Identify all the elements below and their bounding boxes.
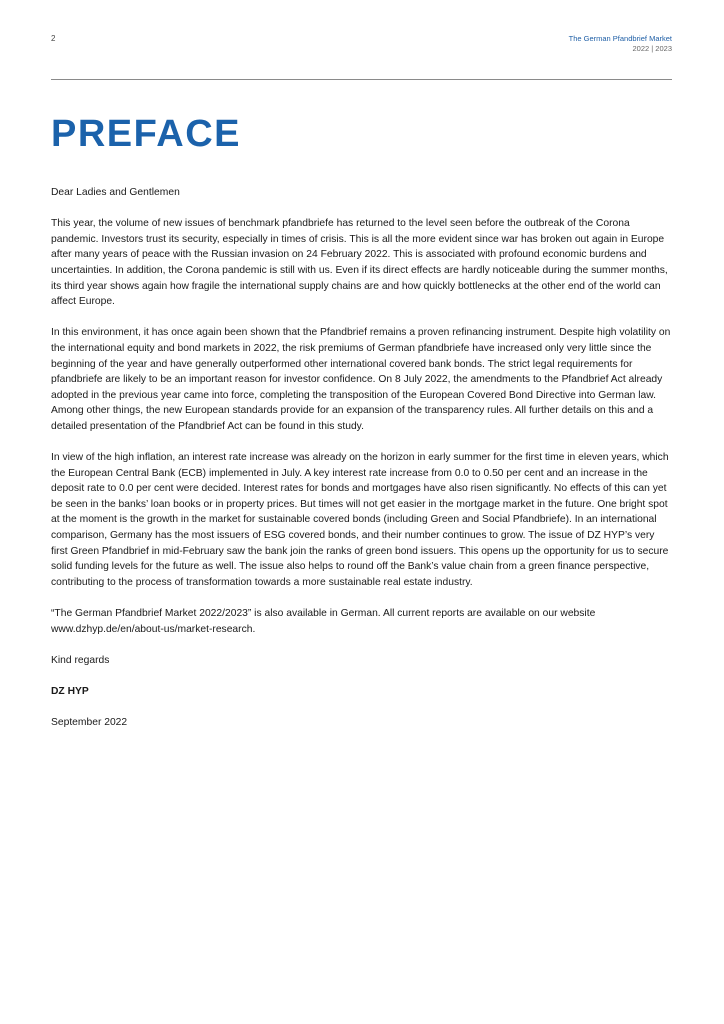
signature-date: September 2022 xyxy=(51,717,128,729)
publication-title: The German Pfandbrief Market xyxy=(568,34,672,43)
paragraph-2: In this environment, it has once again been shown that the Pfandbrief remains a proven refinancing instrument. Despite high volatility on the international equity and bond markets in 2022, the risk premiums of German pfandbriefe have increased only very little since the beginning of the year and have generally outperformed other international covered bank bonds. The strict legal requirements for pfandbriefe are likely to be an important reason for investor confidence. On 8 July 2022, the amendments to the Pfandbrief Act already adopted in the previous year came into force, completing the transposition of the European Covered Bond Directive into German law. Among other things, the new European standards provide for an expansion of the transparency rules. All further details on this and a detailed presentation of the Pfandbrief Act can be found in this study. xyxy=(51,327,671,432)
paragraph-1: This year, the volume of new issues of benchmark pfandbriefe has returned to the level seen before the outbreak of the Corona pandemic. Investors trust its security, especially in times of crisis. This is all the more evident since war has broken out again in Europe after many years of peace with the Russian invasion on 24 February 2022. This is associated with profound economic burdens and uncertainties. In addition, the Corona pandemic is still with us. Even if its direct effects are hardly noticeable during the summer months, its third year shows again how fragile the international supply chains are and how quickly bottlenecks at the other end of the world can affect Europe. xyxy=(51,218,668,308)
closing-regards: Kind regards xyxy=(51,654,110,666)
page-title: PREFACE xyxy=(51,113,241,155)
signatory: DZ HYP xyxy=(51,686,89,697)
running-header xyxy=(569,34,672,54)
publication-years: 2022 | 2023 xyxy=(632,44,672,53)
paragraph-3: In view of the high inflation, an interest rate increase was already on the horizon in early summer for the first time in eleven years, which the European Central Bank (ECB) implemented in July. A key interest rate increase from 0.0 to 0.50 per cent and an increase in the deposit rate to 0.0 per cent were decided. Interest rates for bonds and mortgages have also risen significantly. No effects of this can yet be seen in the banks’ loan books or in property prices. But times will not get easier in the mortgage market in the future. One bright spot at the moment is the growth in the market for sustainable covered bonds (including Green and Social Pfandbriefe). In an international comparison, Germany has the most issuers of ESG covered bonds, and their number continues to grow. The issue of DZ HYP’s very first Green Pfandbrief in mid-February saw the bank join the ranks of green bond issuers. This opens up the opportunity for us to secure solid funding levels for the future as well. The issue also helps to round off the Bank’s value chain from a green finance perspective, contributing to the process of transformation towards a more sustainable real estate industry. xyxy=(51,452,669,588)
paragraph-4: “The German Pfandbrief Market 2022/2023” is also available in German. All current reports are available on our website www.dzhyp.de/en/about-us/market-research. xyxy=(51,608,596,635)
page-number: 2 xyxy=(51,34,56,43)
preface-body xyxy=(51,185,671,746)
salutation: Dear Ladies and Gentlemen xyxy=(51,187,180,198)
header-divider xyxy=(51,79,672,80)
